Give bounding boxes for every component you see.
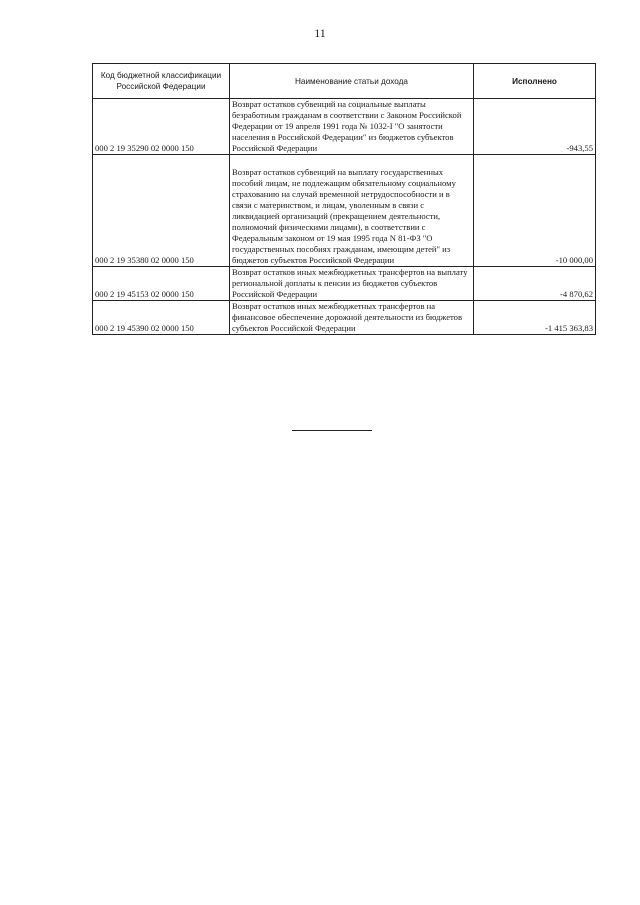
income-name-cell: Возврат остатков субвенций на социальные выплаты безработным гражданам в соответствии с Законом Российской Федерации от 19 апреля 1991 года № 1032-I "О занятости населения в Российской Федерации" из бюджетов субъектов Российской Федерации (230, 99, 474, 155)
budget-code-cell: 000 2 19 45153 02 0000 150 (93, 267, 230, 301)
budget-code-cell: 000 2 19 35290 02 0000 150 (93, 99, 230, 155)
budget-income-table (92, 63, 596, 335)
table-row (93, 155, 596, 267)
executed-amount-cell: -943,55 (474, 99, 596, 155)
table-row (93, 301, 596, 335)
executed-amount-cell: -4 870,62 (474, 267, 596, 301)
page-number: 11 (314, 26, 326, 40)
income-name-cell: Возврат остатков субвенций на выплату государственных пособий лицам, не подлежащим обязательному социальному страхованию на случай временной нетрудоспособности и в связи с материнством, и лицам, уволенным в связи с ликвидацией организаций (прекращением деятельности, полномочий физическими лицами), в соответствии с Федеральным законом от 19 мая 1995 года N 81-ФЗ "О государственных пособиях гражданам, имеющим детей" из бюджетов субъектов Российской Федерации (230, 155, 474, 267)
header-executed: Исполнено (474, 64, 596, 99)
table-header-row (93, 64, 596, 99)
header-income-name: Наименование статьи дохода (230, 64, 474, 99)
budget-code-cell: 000 2 19 45390 02 0000 150 (93, 301, 230, 335)
table-row (93, 99, 596, 155)
income-name-cell: Возврат остатков иных межбюджетных трансфертов на финансовое обеспечение дорожной деятельности из бюджетов субъектов Российской Федерации (230, 301, 474, 335)
executed-amount-cell: -10 000,00 (474, 155, 596, 267)
income-name-cell: Возврат остатков иных межбюджетных трансфертов на выплату региональной доплаты к пенсии из бюджетов субъектов Российской Федерации (230, 267, 474, 301)
budget-code-cell: 000 2 19 35380 02 0000 150 (93, 155, 230, 267)
table-row (93, 267, 596, 301)
executed-amount-cell: -1 415 363,83 (474, 301, 596, 335)
header-budget-code: Код бюджетной классификации Российской Федерации (93, 64, 230, 99)
end-of-table-rule (292, 430, 372, 431)
